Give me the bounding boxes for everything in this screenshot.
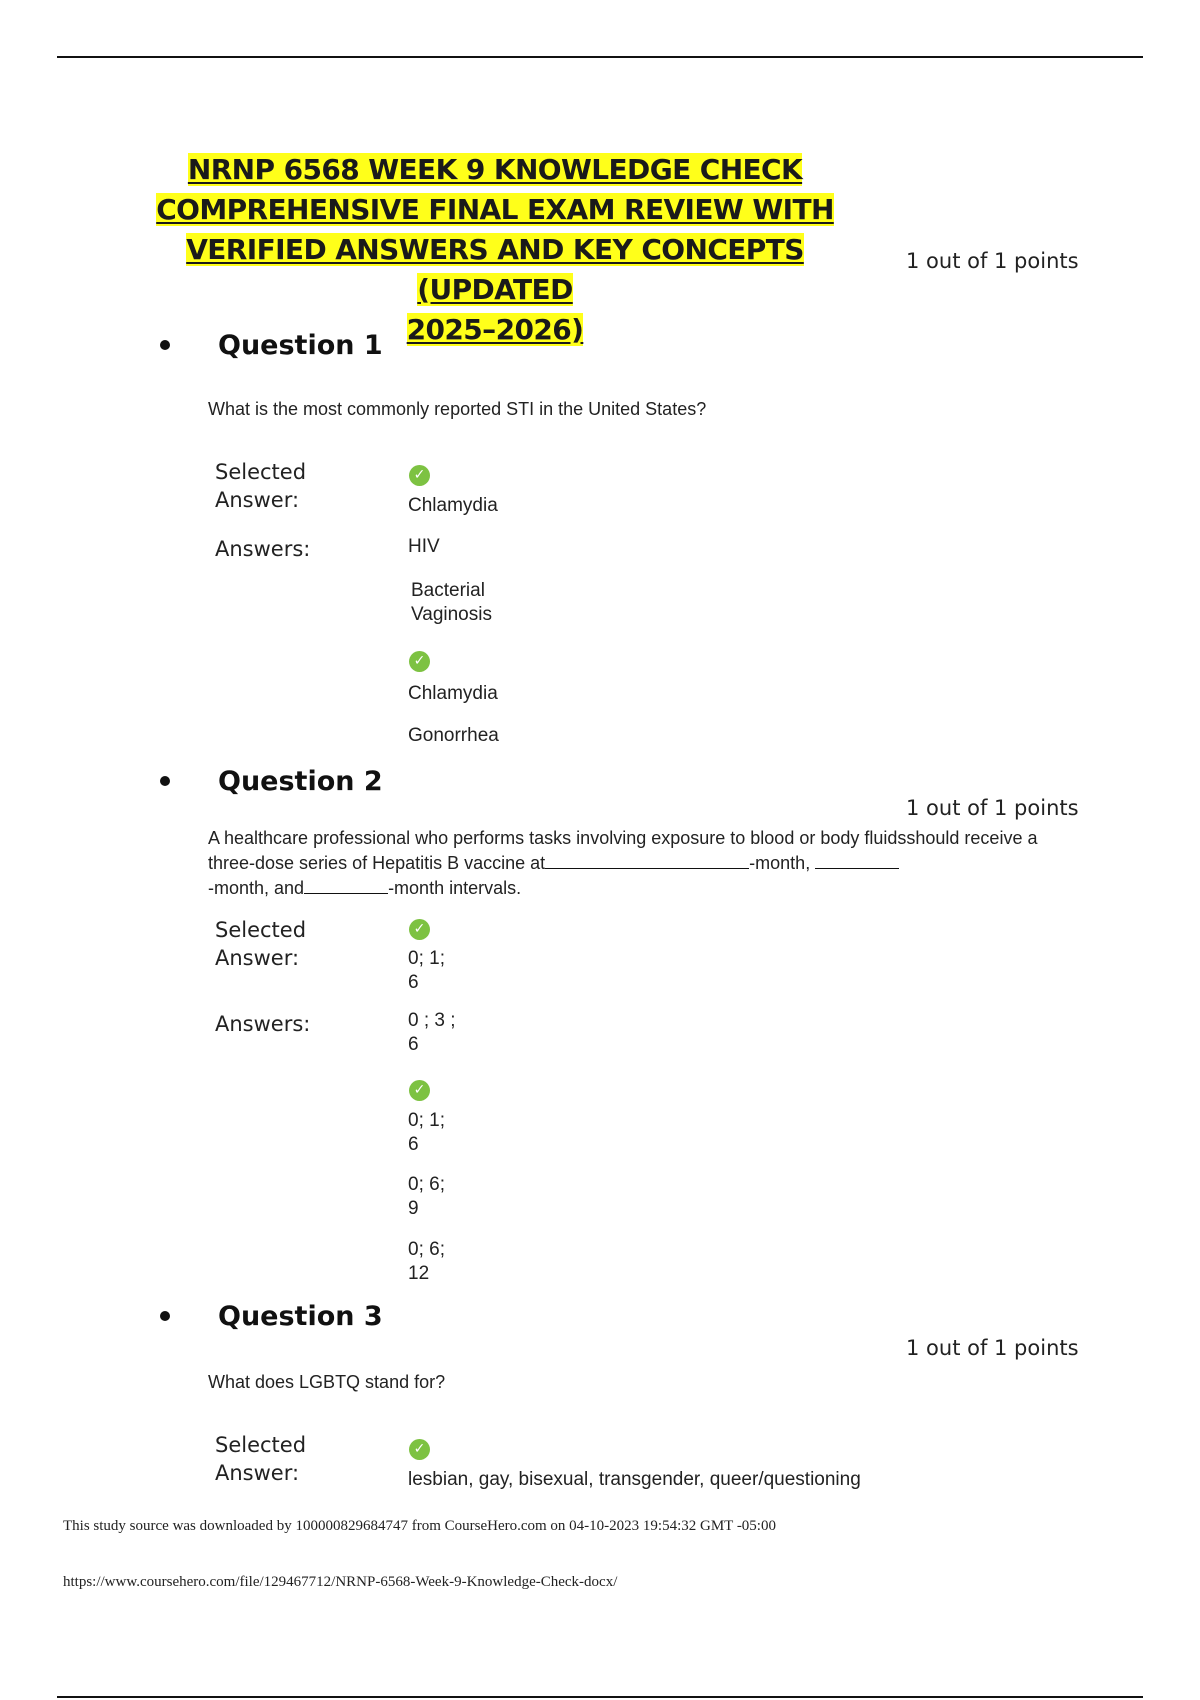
q3-selected-label: Selected Answer: [215, 1433, 307, 1485]
download-notice: This study source was downloaded by 100000829684747 from CourseHero.com on 04-10-2023 19:54:32 GMT -05:00 [63, 1518, 776, 1534]
q2-answer-option: 0; 6; 9 [408, 1174, 445, 1219]
check-circle-icon: ✓ [409, 1439, 430, 1460]
q2-selected-answer: 0; 1; 6 [408, 948, 445, 993]
q3-title: Question 3 [218, 1300, 383, 1332]
q2-title: Question 2 [218, 765, 383, 797]
title-line-2: COMPREHENSIVE FINAL EXAM REVIEW WITH [156, 193, 834, 226]
q2-answer-option-correct: 0; 1; 6 [408, 1110, 445, 1155]
q3-text: What does LGBTQ stand for? [208, 1372, 446, 1392]
q1-title: Question 1 [218, 329, 383, 361]
q3-points: 1 out of 1 points [906, 1336, 1079, 1360]
q3-heading [160, 1299, 383, 1333]
bottom-rule [57, 1696, 1143, 1698]
check-circle-icon: ✓ [409, 1080, 430, 1101]
bullet-icon [160, 1311, 170, 1321]
title-line-1: NRNP 6568 WEEK 9 KNOWLEDGE CHECK [187, 153, 803, 186]
q1-answer-option: Gonorrhea [408, 725, 499, 746]
check-circle-icon: ✓ [409, 651, 430, 672]
q1-selected-label: Selected Answer: [215, 460, 307, 512]
q1-points: 1 out of 1 points [906, 249, 1079, 273]
q1-text: What is the most commonly reported STI in the United States? [208, 399, 707, 419]
q1-answer-option: HIV [408, 536, 440, 557]
q2-selected-label: Selected Answer: [215, 918, 307, 970]
q1-selected-answer: Chlamydia [408, 495, 498, 516]
bullet-icon [160, 340, 170, 350]
document-title [120, 150, 870, 350]
check-circle-icon: ✓ [409, 919, 430, 940]
q2-answer-option: 0; 6; 12 [408, 1239, 445, 1284]
answer-blank [545, 850, 749, 869]
check-circle-icon: ✓ [409, 465, 430, 486]
title-line-4: 2025–2026) [406, 313, 584, 346]
q1-answers-label: Answers: [215, 537, 311, 561]
title-line-3: VERIFIED ANSWERS AND KEY CONCEPTS (UPDATED [186, 233, 804, 306]
top-rule [57, 56, 1143, 58]
q1-answer-option: Bacterial Vaginosis [411, 580, 492, 625]
q3-selected-answer: lesbian, gay, bisexual, transgender, queer/questioning [408, 1469, 861, 1490]
bullet-icon [160, 776, 170, 786]
q2-text: A healthcare professional who performs tasks involving exposure to blood or body fluidsshould receive a three-dose series of Hepatitis B vaccine at -month, -month, and -month intervals. [208, 828, 1038, 898]
source-url[interactable]: https://www.coursehero.com/file/129467712/NRNP-6568-Week-9-Knowledge-Check-docx/ [63, 1574, 618, 1590]
answer-blank [815, 850, 899, 869]
q1-answer-option-correct: Chlamydia [408, 683, 498, 704]
q2-heading [160, 764, 383, 798]
q2-answers-label: Answers: [215, 1012, 311, 1036]
q1-heading [160, 328, 383, 362]
q2-answer-option: 0 ; 3 ; 6 [408, 1010, 456, 1055]
q2-points: 1 out of 1 points [906, 796, 1079, 820]
answer-blank [304, 875, 388, 894]
